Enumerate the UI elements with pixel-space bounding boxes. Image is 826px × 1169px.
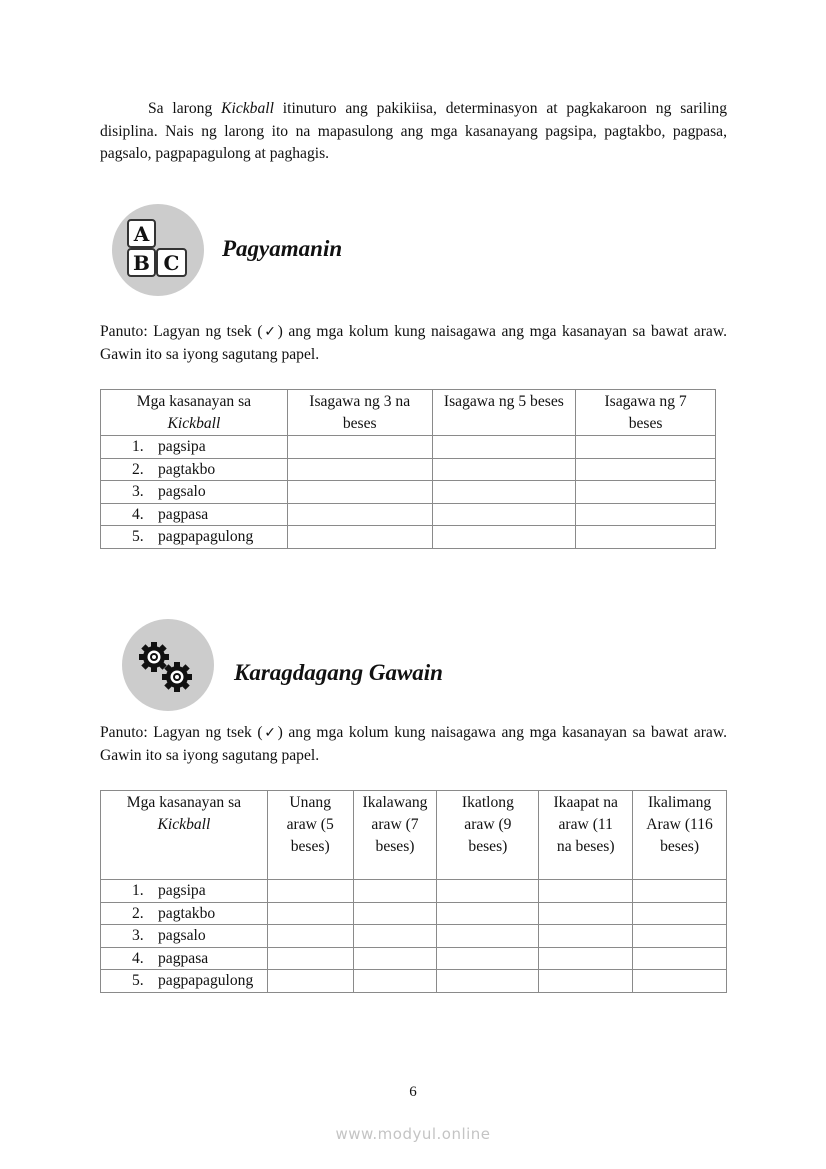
- skill-number: 2.: [132, 904, 144, 922]
- check-cell[interactable]: [633, 880, 727, 903]
- check-cell[interactable]: [432, 481, 576, 504]
- karagdagang-gawain-table: [100, 790, 727, 993]
- check-cell[interactable]: [353, 970, 437, 993]
- skill-name: pagsipa: [158, 438, 206, 455]
- skill-cell: [101, 902, 268, 925]
- check-cell[interactable]: [576, 503, 716, 526]
- check-cell[interactable]: [353, 902, 437, 925]
- check-cell[interactable]: [432, 458, 576, 481]
- check-cell[interactable]: [287, 458, 432, 481]
- intro-paragraph: [100, 98, 727, 166]
- skill-number: 4.: [132, 949, 144, 967]
- check-cell[interactable]: [353, 947, 437, 970]
- table-header-row: [101, 791, 727, 880]
- skill-number: 3.: [132, 483, 144, 500]
- table-header-row: [101, 390, 716, 436]
- header-day-4: Ikaapat na araw (11 na beses): [539, 791, 633, 880]
- check-cell[interactable]: [287, 436, 432, 459]
- check-cell[interactable]: [437, 880, 539, 903]
- skill-name: pagtakbo: [158, 904, 216, 922]
- block-letter-c: C: [163, 251, 180, 275]
- skill-name: pagsalo: [158, 927, 206, 944]
- table-row: [101, 925, 727, 948]
- skill-number: 4.: [132, 505, 144, 523]
- skill-name: pagtakbo: [158, 460, 216, 478]
- check-cell[interactable]: [539, 902, 633, 925]
- check-cell[interactable]: [267, 925, 353, 948]
- check-cell[interactable]: [576, 526, 716, 549]
- skill-number: 1.: [132, 438, 144, 455]
- pagyamanin-table: [100, 389, 716, 549]
- check-cell[interactable]: [353, 880, 437, 903]
- abc-blocks-icon: [112, 204, 204, 296]
- check-cell[interactable]: [353, 925, 437, 948]
- header-day-5: Ikalimang Araw (116 beses): [633, 791, 727, 880]
- check-cell[interactable]: [432, 436, 576, 459]
- instruction-text: Panuto: Lagyan ng tsek (: [100, 724, 263, 741]
- instruction-pagyamanin: [100, 321, 727, 366]
- check-cell[interactable]: [267, 902, 353, 925]
- skill-name: pagsipa: [158, 882, 206, 899]
- intro-text-rest: itinuturo ang pakikiisa, determinasyon at pagkakaroon ng sariling disiplina. Nais ng larong ito na mapasulong ang mga kasanayang pagsipa, pagtakbo, pagpasa, pagsalo, pagpapagulong at paghagis.: [100, 100, 727, 162]
- skill-number: 1.: [132, 882, 144, 899]
- header-day-1: Unang araw (5 beses): [267, 791, 353, 880]
- check-cell[interactable]: [633, 902, 727, 925]
- skill-cell: [101, 925, 268, 948]
- block-letter-b: B: [133, 251, 150, 275]
- check-cell[interactable]: [576, 436, 716, 459]
- page-number: 6: [409, 1084, 417, 1100]
- skill-name: pagsalo: [158, 483, 206, 500]
- skill-name: pagpasa: [158, 505, 209, 523]
- block-letter-a: A: [133, 222, 150, 246]
- table-row: [101, 947, 727, 970]
- skill-number: 3.: [132, 927, 144, 944]
- check-cell[interactable]: [287, 526, 432, 549]
- skill-number: 2.: [132, 460, 144, 478]
- table-row: [101, 880, 727, 903]
- check-mark-icon: ✓: [262, 725, 278, 741]
- check-cell[interactable]: [576, 458, 716, 481]
- check-cell[interactable]: [432, 526, 576, 549]
- header-skills: Mga kasanayan sa Kickball: [101, 791, 268, 880]
- check-mark-icon: ✓: [262, 324, 278, 340]
- instruction-text: Panuto: Lagyan ng tsek (: [100, 323, 263, 340]
- skill-number: 5.: [132, 972, 144, 989]
- header-5-times: Isagawa ng 5 beses: [432, 390, 576, 436]
- header-skills: Mga kasanayan sa Kickball: [101, 390, 288, 436]
- skill-cell: [101, 481, 288, 504]
- table-row: [101, 970, 727, 993]
- check-cell[interactable]: [576, 481, 716, 504]
- check-cell[interactable]: [267, 880, 353, 903]
- table-row: [101, 902, 727, 925]
- skill-cell: [101, 436, 288, 459]
- check-cell[interactable]: [437, 947, 539, 970]
- check-cell[interactable]: [539, 925, 633, 948]
- check-cell[interactable]: [633, 947, 727, 970]
- header-day-2: Ikalawang araw (7 beses): [353, 791, 437, 880]
- gears-icon: [122, 619, 214, 711]
- instruction-text-rest: ) ang mga kolum kung naisagawa ang mga kasanayan sa bawat araw. Gawin ito sa iyong sagutang papel.: [100, 323, 727, 363]
- check-cell[interactable]: [437, 925, 539, 948]
- header-7-times: Isagawa ng 7 beses: [576, 390, 716, 436]
- table-row: [101, 503, 716, 526]
- section-title-pagyamanin: Pagyamanin: [222, 236, 343, 261]
- table-row: [101, 436, 716, 459]
- skill-cell: [101, 458, 288, 481]
- skill-cell: [101, 970, 268, 993]
- check-cell[interactable]: [539, 947, 633, 970]
- check-cell[interactable]: [437, 902, 539, 925]
- header-day-3: Ikatlong araw (9 beses): [437, 791, 539, 880]
- instruction-text-rest: ) ang mga kolum kung naisagawa ang mga kasanayan sa bawat araw. Gawin ito sa iyong sagutang papel.: [100, 724, 727, 764]
- intro-italic-kickball: Kickball: [221, 100, 274, 117]
- check-cell[interactable]: [432, 503, 576, 526]
- section-title-karagdagang-gawain: Karagdagang Gawain: [234, 660, 443, 685]
- check-cell[interactable]: [287, 503, 432, 526]
- check-cell[interactable]: [437, 970, 539, 993]
- intro-text-start: Sa larong: [148, 100, 222, 117]
- skill-cell: [101, 880, 268, 903]
- table-row: [101, 458, 716, 481]
- skill-name: pagpapagulong: [158, 528, 254, 545]
- check-cell[interactable]: [539, 880, 633, 903]
- check-cell[interactable]: [267, 947, 353, 970]
- check-cell[interactable]: [267, 970, 353, 993]
- check-cell[interactable]: [633, 925, 727, 948]
- check-cell[interactable]: [287, 481, 432, 504]
- check-cell[interactable]: [539, 970, 633, 993]
- instruction-karagdagang-gawain: [100, 722, 727, 767]
- header-3-times: Isagawa ng 3 na beses: [287, 390, 432, 436]
- skill-number: 5.: [132, 528, 144, 545]
- skill-cell: [101, 526, 288, 549]
- table-row: [101, 481, 716, 504]
- skill-cell: [101, 503, 288, 526]
- table-row: [101, 526, 716, 549]
- skill-cell: [101, 947, 268, 970]
- skill-name: pagpasa: [158, 949, 209, 967]
- skill-name: pagpapagulong: [158, 972, 254, 989]
- watermark: www.modyul.online: [335, 1125, 491, 1143]
- check-cell[interactable]: [633, 970, 727, 993]
